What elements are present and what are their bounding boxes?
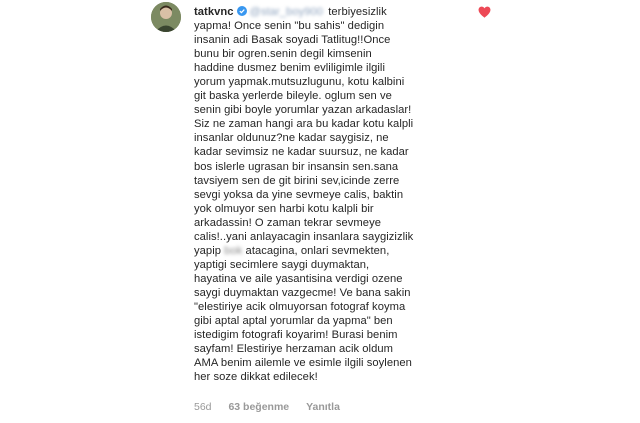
heart-icon[interactable] bbox=[478, 6, 491, 18]
likes-count[interactable]: 63 beğenme bbox=[228, 401, 290, 413]
comment-line: insanlar oldunuz?ne kadar saygisiz, ne bbox=[194, 132, 389, 145]
comment-line-text: terbiyesizlik bbox=[328, 6, 387, 18]
avatar-photo bbox=[151, 2, 181, 32]
comment-line: haddine dusmez benim evliligimle ilgili bbox=[194, 62, 385, 75]
comment-line: "elestiriye acik olmuyorsan fotograf koyma bbox=[194, 300, 406, 313]
comment-line: AMA benim ailemle ve esimle ilgili soylenen bbox=[194, 357, 412, 370]
comment-line bbox=[194, 244, 466, 258]
verified-badge-icon bbox=[237, 6, 247, 16]
comment-line: bunu bir ogren.senin degil kimsenin bbox=[194, 48, 372, 61]
comment-line: gibi aptal aptal yorumlar da yapma" ben bbox=[194, 315, 393, 328]
comment-line: yok olmuyor sen harbi kotu kalpli bir bbox=[194, 202, 374, 215]
comment-line-text: yapip bbox=[194, 244, 221, 257]
comment-line: git baska yerlerde bileyle. oglum sen ve bbox=[194, 90, 392, 103]
comment-timestamp: 56d bbox=[194, 401, 212, 413]
avatar[interactable] bbox=[151, 2, 181, 32]
comment-line: Siz ne zaman hangi ara bu kadar kotu kalpli bbox=[194, 118, 414, 131]
comment-line bbox=[194, 5, 466, 19]
comment-line: yorum yapmak.mutsuzlugunu, kotu kalbini bbox=[194, 76, 405, 89]
comment-line: insanin adi Basak soyadi Tatlitug!!Once bbox=[194, 34, 391, 47]
comment-line: istedigim fotografi koyarim! Burasi benim bbox=[194, 329, 398, 342]
comment-line: her soze dikkat edilecek! bbox=[194, 371, 318, 384]
censored-word: bok bbox=[224, 244, 243, 257]
comment-line: calis!..yani anlayacagin insanlara saygizizlik bbox=[194, 230, 414, 243]
comment-username[interactable]: tatkvnc bbox=[194, 6, 234, 18]
comment-line: saygi duymaktan vazgecme! Ve bana sakin bbox=[194, 286, 411, 299]
comment-line: yaptigi secimlere saygi duymaktan, bbox=[194, 258, 370, 271]
comment-line: yapma! Once senin "bu sahis" dedigin bbox=[194, 20, 385, 33]
mention-link[interactable]: @star_boy900 bbox=[249, 6, 324, 18]
comment-line: senin gibi boyle yorumlar yazan arkadaslar! bbox=[194, 104, 412, 117]
comment-text-column bbox=[194, 5, 466, 384]
comment-body bbox=[194, 5, 466, 384]
comment-line: arkadassin! O zaman tekrar sevmeye bbox=[194, 216, 381, 229]
comment-line: bos islerle ugrasan bir insansin sen.sana bbox=[194, 160, 399, 173]
comment-line: hayatina ve aile yasantisina verdigi ozene bbox=[194, 272, 403, 285]
comment-meta bbox=[194, 401, 354, 413]
comment-line: tavsiyem sen de git birini sev,icinde zerre bbox=[194, 174, 400, 187]
reply-button[interactable]: Yanıtla bbox=[306, 401, 340, 413]
comment-line-text: atacagina, onlari sevmekten, bbox=[245, 244, 390, 257]
comment-line: kadar sevimsiz ne kadar suursuz, ne kadar bbox=[194, 146, 409, 159]
comment-line: sayfam! Elestiriye herzaman acik oldum bbox=[194, 343, 393, 356]
comment-line: sevgi yoksa da yine sevmeye calis, baktin bbox=[194, 188, 404, 201]
